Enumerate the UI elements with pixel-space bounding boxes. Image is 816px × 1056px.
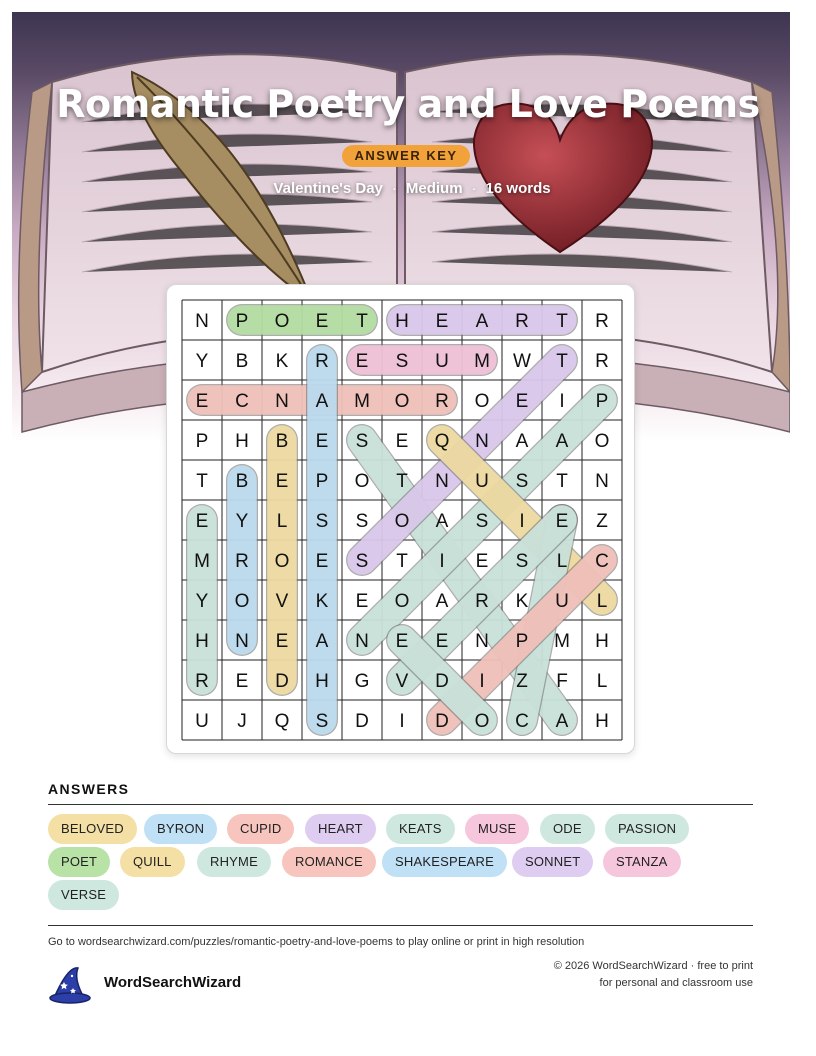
answer-chip-passion: PASSION xyxy=(605,814,689,844)
answer-chip-quill: QUILL xyxy=(120,847,185,877)
answers-heading: ANSWERS xyxy=(48,781,130,797)
grid-letter: A xyxy=(435,511,449,532)
grid-letter: C xyxy=(515,711,529,732)
grid-letter: H xyxy=(395,311,409,332)
grid-letter: O xyxy=(474,391,490,412)
grid-letter: K xyxy=(275,351,289,372)
grid-letter: E xyxy=(475,551,489,572)
answer-chip-byron: BYRON xyxy=(144,814,217,844)
grid-letter: R xyxy=(595,311,609,332)
grid-letter: F xyxy=(556,671,568,692)
grid-letter: N xyxy=(235,631,249,652)
grid-letter: E xyxy=(315,551,329,572)
category-label: Valentine's Day xyxy=(273,180,383,197)
answer-chip-heart: HEART xyxy=(305,814,376,844)
grid-letter: S xyxy=(355,511,369,532)
answer-chip-shakespeare: SHAKESPEARE xyxy=(382,847,507,877)
letter-grid xyxy=(167,285,636,755)
grid-letter: U xyxy=(555,591,569,612)
grid-letter: N xyxy=(355,631,369,652)
grid-letter: L xyxy=(556,551,568,572)
grid-letter: Q xyxy=(434,431,450,452)
grid-letter: O xyxy=(234,591,250,612)
answer-chip-cupid: CUPID xyxy=(227,814,294,844)
answer-chip-verse: VERSE xyxy=(48,880,119,910)
grid-letter: R xyxy=(595,351,609,372)
grid-letter: I xyxy=(479,671,485,692)
grid-letter: E xyxy=(395,431,409,452)
grid-letter: E xyxy=(355,351,369,372)
grid-letter: A xyxy=(515,431,529,452)
grid-letter: T xyxy=(396,471,408,492)
grid-letter: Z xyxy=(596,511,608,532)
grid-letter: R xyxy=(435,391,449,412)
grid-letter: E xyxy=(435,631,449,652)
grid-letter: N xyxy=(595,471,609,492)
grid-letter: P xyxy=(595,391,609,412)
grid-letter: H xyxy=(595,711,609,732)
grid-letter: H xyxy=(195,631,209,652)
puzzle-meta xyxy=(12,180,790,197)
answer-chip-romance: ROMANCE xyxy=(282,847,376,877)
grid-letter: Y xyxy=(195,591,209,612)
answer-chip-sonnet: SONNET xyxy=(512,847,593,877)
grid-letter: E xyxy=(195,511,209,532)
grid-letter: E xyxy=(395,631,409,652)
answer-chip-ode: ODE xyxy=(540,814,595,844)
grid-letter: R xyxy=(475,591,489,612)
copyright-text: © 2026 WordSearchWizard · free to print for personal and classroom use xyxy=(553,960,753,989)
grid-letter: D xyxy=(435,711,449,732)
brand-name: WordSearchWizard xyxy=(104,974,242,991)
grid-letter: O xyxy=(274,551,290,572)
grid-letter: A xyxy=(435,591,449,612)
grid-letter: V xyxy=(395,671,409,692)
grid-letter: E xyxy=(555,511,569,532)
grid-letter: S xyxy=(395,351,409,372)
grid-letter: I xyxy=(399,711,405,732)
grid-letter: S xyxy=(515,471,529,492)
grid-letter: R xyxy=(195,671,209,692)
grid-letter: S xyxy=(515,551,529,572)
grid-letter: O xyxy=(354,471,370,492)
answer-key-badge: ANSWER KEY xyxy=(342,145,470,167)
grid-letter: O xyxy=(594,431,610,452)
word-search-board xyxy=(166,284,635,754)
grid-letter: E xyxy=(315,431,329,452)
difficulty-label: Medium xyxy=(405,180,463,197)
grid-letter: S xyxy=(315,511,329,532)
grid-letter: H xyxy=(235,431,249,452)
grid-letter: I xyxy=(519,511,525,532)
footer-url-text: Go to wordsearchwizard.com/puzzles/romantic-poetry-and-love-poems to play online or print in high resolution xyxy=(48,936,585,948)
grid-letter: A xyxy=(555,711,569,732)
grid-letter: H xyxy=(595,631,609,652)
grid-letter: U xyxy=(475,471,489,492)
grid-letter: E xyxy=(275,631,289,652)
grid-letter: N xyxy=(475,431,489,452)
answer-chip-keats: KEATS xyxy=(386,814,455,844)
grid-letter: R xyxy=(515,311,529,332)
grid-letter: D xyxy=(275,671,289,692)
grid-letter: N xyxy=(475,631,489,652)
grid-letter: D xyxy=(435,671,449,692)
grid-letter: Y xyxy=(195,351,209,372)
answer-chip-muse: MUSE xyxy=(465,814,529,844)
grid-letter: E xyxy=(315,311,329,332)
word-count-label: 16 words xyxy=(485,180,551,197)
puzzle-title: Romantic Poetry and Love Poems xyxy=(56,82,760,126)
answer-chip-beloved: BELOVED xyxy=(48,814,137,844)
grid-letter: P xyxy=(315,471,329,492)
grid-letter: M xyxy=(194,551,210,572)
grid-letter: N xyxy=(435,471,449,492)
grid-letter: A xyxy=(555,431,569,452)
grid-letter: O xyxy=(394,391,410,412)
wizard-hat-icon xyxy=(48,964,94,1004)
answer-chip-poet: POET xyxy=(48,847,110,877)
grid-letter: O xyxy=(274,311,290,332)
separator-dot: · xyxy=(391,180,397,197)
grid-letter: E xyxy=(355,591,369,612)
grid-letter: B xyxy=(235,351,249,372)
grid-letter: S xyxy=(315,711,329,732)
grid-letter: N xyxy=(195,311,209,332)
grid-letter: E xyxy=(235,671,249,692)
grid-letter: L xyxy=(596,671,608,692)
grid-letter: U xyxy=(195,711,209,732)
grid-letter: O xyxy=(394,591,410,612)
grid-letter: J xyxy=(237,711,247,732)
separator-dot: · xyxy=(471,180,477,197)
grid-letter: O xyxy=(474,711,490,732)
grid-letter: H xyxy=(315,671,329,692)
grid-letter: B xyxy=(275,431,289,452)
grid-letter: T xyxy=(196,471,208,492)
grid-letter: N xyxy=(275,391,289,412)
grid-letter: A xyxy=(315,391,329,412)
grid-letter: S xyxy=(355,431,369,452)
grid-letter: T xyxy=(396,551,408,572)
grid-letter: M xyxy=(474,351,490,372)
grid-letter: K xyxy=(515,591,529,612)
grid-letter: T xyxy=(556,311,568,332)
grid-letter: T xyxy=(356,311,368,332)
grid-letter: E xyxy=(435,311,449,332)
grid-letter: K xyxy=(315,591,329,612)
grid-letter: O xyxy=(394,511,410,532)
grid-letter: E xyxy=(195,391,209,412)
grid-letter: P xyxy=(195,431,209,452)
grid-letter: M xyxy=(554,631,570,652)
grid-letter: C xyxy=(595,551,609,572)
grid-letter: T xyxy=(556,351,568,372)
grid-letter: E xyxy=(275,471,289,492)
grid-letter: I xyxy=(559,391,565,412)
grid-letter: I xyxy=(439,551,445,572)
answer-chip-stanza: STANZA xyxy=(603,847,681,877)
grid-letter: P xyxy=(235,311,249,332)
grid-letter: Y xyxy=(235,511,249,532)
grid-letter: M xyxy=(354,391,370,412)
grid-letter: C xyxy=(235,391,249,412)
grid-letter: A xyxy=(475,311,489,332)
grid-letter: L xyxy=(276,511,288,532)
grid-letter: S xyxy=(355,551,369,572)
grid-letter: Z xyxy=(516,671,528,692)
grid-letter: S xyxy=(475,511,489,532)
answer-chip-rhyme: RHYME xyxy=(197,847,271,877)
grid-letter: U xyxy=(435,351,449,372)
grid-letter: L xyxy=(596,591,608,612)
grid-letter: V xyxy=(275,591,289,612)
grid-letter: G xyxy=(354,671,370,692)
grid-letter: D xyxy=(355,711,369,732)
grid-letter: T xyxy=(556,471,568,492)
grid-letter: B xyxy=(235,471,249,492)
grid-letter: E xyxy=(515,391,529,412)
grid-letter: W xyxy=(513,351,531,372)
divider xyxy=(48,804,753,805)
grid-letter: R xyxy=(235,551,249,572)
grid-letter: Q xyxy=(274,711,290,732)
divider xyxy=(48,925,753,926)
grid-letter: R xyxy=(315,351,329,372)
grid-letter: A xyxy=(315,631,329,652)
grid-letter: P xyxy=(515,631,529,652)
